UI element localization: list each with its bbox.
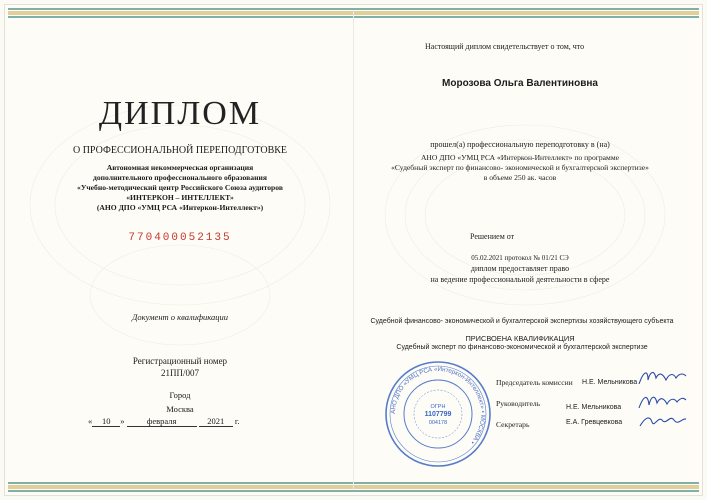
program-line: «Судебный эксперт по финансово- экономической и бухгалтерской экспертизе»: [391, 163, 649, 172]
city-label: Город: [169, 390, 191, 400]
date-suffix: г.: [234, 416, 240, 426]
date-month: февраля: [127, 416, 197, 427]
diploma-subtitle: О ПРОФЕССИОНАЛЬНОЙ ПЕРЕПОДГОТОВКЕ: [72, 145, 288, 156]
issue-date: « 10 » февраля 2021 г.: [88, 416, 240, 426]
org-line: Автономная некоммерческая организация: [106, 163, 254, 172]
signatory-role: Секретарь: [496, 420, 530, 429]
qualification-title: Судебный эксперт по финансово-экономической и бухгалтерской экспертизе: [396, 344, 648, 351]
registration-number: 21ПП/007: [161, 368, 199, 378]
program-line: АНО ДПО «УМЦ РСА «Интеркон-Интеллект» по программе: [420, 153, 620, 162]
signatory-name: Н.Е. Мельникова: [582, 379, 638, 386]
signatory-role: Председатель комиссии: [496, 378, 573, 387]
qualification-document-label: Документ о квалификации: [131, 312, 229, 322]
seal-ring-text: АНО ДПО «УМЦ РСА «Интеркон-Интеллект» • МОСКВА •: [389, 365, 487, 446]
org-line: дополнительного профессионального образования: [93, 173, 267, 182]
diploma-number: 770400052135: [128, 232, 232, 244]
seal-center-line: 1107799: [424, 411, 452, 418]
decision-label: Решением от: [470, 232, 515, 241]
passed-training-text: прошел(а) профессиональную переподготовку в (на): [430, 140, 610, 149]
org-line: (АНО ДПО «УМЦ РСА «Интеркон-Интеллект»): [96, 203, 264, 212]
seal-center-line: 004178: [428, 420, 448, 426]
seal-center-line: ОГРН: [430, 404, 446, 410]
center-fold: [353, 10, 354, 490]
certification-intro: Настоящий диплом свидетельствует о том, что: [425, 42, 585, 51]
program-description: [370, 153, 670, 183]
org-line: «Учебно-методический центр Российского Союза аудиторов: [77, 183, 283, 192]
city: Москва: [166, 404, 194, 414]
signatory-name: Н.Е. Мельникова: [566, 404, 622, 411]
diploma-title: ДИПЛОМ: [98, 95, 262, 132]
org-line: «ИНТЕРКОН – ИНТЕЛЛЕКТ»: [126, 193, 234, 202]
date-day: 10: [92, 416, 120, 427]
date-year: 2021: [199, 416, 233, 427]
handwritten-signature: [636, 410, 688, 434]
activity-sphere: Судебной финансово- экономической и бухгалтерской экспертизы хозяйствующего субъекта: [370, 318, 674, 325]
holder-name: Морозова Ольга Валентиновна: [442, 78, 598, 89]
signatory-role: Руководитель: [496, 399, 541, 408]
registration-number-label: Регистрационный номер: [132, 356, 228, 366]
handwritten-signature: [636, 366, 688, 390]
field-text: на ведение профессиональной деятельности в сфере: [430, 275, 610, 284]
program-line: в объеме 250 ак. часов: [483, 173, 557, 182]
signatory-name: Е.А. Гревцевкова: [566, 419, 623, 426]
protocol-text: 05.02.2021 протокол № 01/21 СЭ: [471, 254, 569, 262]
qualification-label: ПРИСВОЕНА КВАЛИФИКАЦИЯ: [465, 334, 575, 343]
official-seal-stamp: [382, 358, 494, 470]
grants-text: диплом предоставляет право: [470, 264, 570, 273]
issuing-organization: [40, 163, 320, 213]
